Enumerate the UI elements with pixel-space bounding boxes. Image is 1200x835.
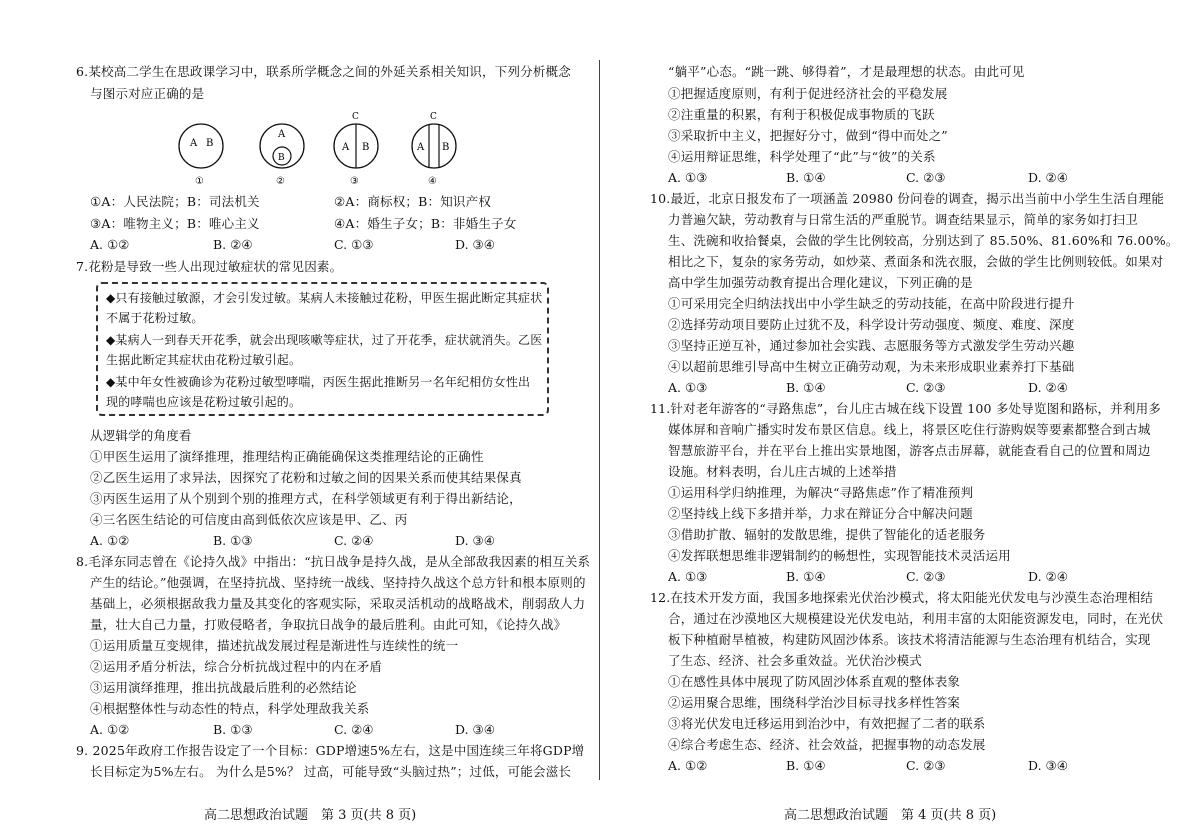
- concept-diagram: [176, 108, 466, 188]
- q11-statement: ①运用科学归纳推理，为解决“寻路焦虑”作了精准预判: [668, 485, 974, 500]
- q11-choice-b[interactable]: B. ①④: [786, 569, 826, 584]
- q7-box-line: 不属于花粉过敏。: [106, 311, 204, 325]
- q8-statement: ③运用演绎推理，推出抗战最后胜利的必然结论: [90, 680, 357, 695]
- fig2-label-a: A: [278, 129, 286, 140]
- q11-statement: ③借助扩散、辐射的发散思维，提供了智能化的适老服务: [668, 527, 986, 542]
- q9-choice-a[interactable]: A. ①③: [668, 170, 708, 185]
- q10-stem-line: 生、洗碗和收拾餐桌，会做的学生比例较高，分别达到了 85.50%、81.60%和 76.00%。: [668, 233, 1179, 248]
- q11-choice-a[interactable]: A. ①③: [668, 569, 708, 584]
- page-footer: 高二思想政治试题 第 3 页(共 8 页): [204, 808, 417, 823]
- q8-choice-b[interactable]: B. ①③: [213, 722, 253, 737]
- page-4: [602, 0, 1200, 835]
- q11-stem-line: 设施。材料表明，台儿庄古城的上述举措: [668, 464, 897, 479]
- q7-statement: ④三名医生结论的可信度由高到低依次应该是甲、乙、丙: [90, 512, 408, 527]
- q6-stem-line: 与图示对应正确的是: [90, 86, 205, 101]
- q6-choice-c[interactable]: C. ①③: [334, 237, 374, 252]
- q10-statement: ③坚持正逆互补，通过参加社会实践、志愿服务等方式激发学生劳动兴趣: [668, 338, 1075, 353]
- q8-statement: ①运用质量互变规律，描述抗战发展过程是渐进性与连续性的统一: [90, 638, 459, 653]
- q7-stem: 7.花粉是导致一些人出现过敏症状的常见因素。: [76, 259, 343, 274]
- q6-pair: ②A：商标权；B：知识产权: [334, 194, 492, 209]
- q12-choice-d[interactable]: D. ③④: [1028, 758, 1068, 773]
- q10-stem-line: 高中学生加强劳动教育提出合理化建议，下列正确的是: [668, 275, 973, 290]
- q8-choice-c[interactable]: C. ②④: [334, 722, 374, 737]
- q12-statement: ①在感性具体中展现了防风固沙体系直观的整体表象: [668, 674, 961, 689]
- fig1-number: ①: [195, 176, 204, 187]
- q10-choice-d[interactable]: D. ②④: [1028, 380, 1068, 395]
- page-footer: 高二思想政治试题 第 4 页(共 8 页): [784, 808, 997, 823]
- q8-choice-a[interactable]: A. ①②: [90, 722, 130, 737]
- fig4-number: ④: [428, 176, 437, 187]
- q8-stem-line: 8.毛泽东同志曾在《论持久战》中指出：“抗日战争是持久战，是从全部敌我因素的相互关系: [76, 554, 591, 569]
- fig4-label-a: A: [417, 142, 425, 153]
- q9-continuation: “躺平”心态。“跳一跳、够得着”，才是最理想的状态。由此可见: [668, 64, 1025, 79]
- fig3-label-c: C: [352, 112, 359, 122]
- q9-statement: ③采取折中主义，把握好分寸，做到“得中而处之”: [668, 128, 948, 143]
- fig2-label-b: B: [278, 153, 285, 163]
- fig1-circle: [179, 124, 223, 168]
- q7-box-line: ◆某中年女性被确诊为花粉过敏型哮喘，丙医生据此推断另一名年纪相仿女性出: [106, 375, 531, 389]
- q10-statement: ④以超前思维引导高中生树立正确劳动观，为未来形成职业素养打下基础: [668, 359, 1075, 374]
- q12-stem-line: 了生态、经济、社会多重效益。光伏治沙模式: [668, 653, 923, 668]
- fig1-label-b: B: [206, 138, 214, 149]
- fig4-label-b: B: [442, 142, 450, 153]
- q6-pair: ①A：人民法院；B：司法机关: [90, 194, 260, 209]
- q8-statement: ②运用矛盾分析法，综合分析抗战过程中的内在矛盾: [90, 659, 383, 674]
- q9-statement: ①把握适度原则，有利于促进经济社会的平稳发展: [668, 86, 948, 101]
- q10-statement: ②选择劳动项目要防止过犹不及，科学设计劳动强度、频度、难度、深度: [668, 317, 1075, 332]
- q7-lead: 从逻辑学的角度看: [90, 428, 192, 443]
- q11-statement: ④发挥联想思维非逻辑制约的畅想性，实现智能技术灵活运用: [668, 548, 1011, 563]
- q10-choice-a[interactable]: A. ①③: [668, 380, 708, 395]
- q7-statement: ②乙医生运用了求异法，因探究了花粉和过敏之间的因果关系而使其结果保真: [90, 470, 522, 485]
- q11-stem-line: 媒体屏和音响广播实时发布景区信息。线上，将景区吃住行游购娱等要素都整合到古城: [668, 422, 1151, 437]
- fig1-label-a: A: [190, 138, 198, 149]
- q8-choice-d[interactable]: D. ③④: [455, 722, 495, 737]
- q9-choice-b[interactable]: B. ①④: [786, 170, 826, 185]
- q12-choice-a[interactable]: A. ①②: [668, 758, 708, 773]
- q9-stem-line: 9. 2025年政府工作报告设定了一个目标：GDP增速5%左右，这是中国连续三年将GDP增: [76, 743, 585, 758]
- q10-choice-b[interactable]: B. ①④: [786, 380, 826, 395]
- q11-stem-line: 11.针对老年游客的“寻路焦虑”，台儿庄古城在线下设置 100 多处导览图和路标，并利用多: [650, 401, 1161, 416]
- q11-stem-line: 智慧旅游平台，并在平台上推出实景地图，游客点击屏幕，就能查看自己的位置和周边: [668, 443, 1151, 458]
- q9-stem-line: 长目标定为5%左右。 为什么是5%？ 过高，可能导致“头脑过热”；过低，可能会滋长: [90, 764, 572, 779]
- q11-choice-c[interactable]: C. ②③: [906, 569, 946, 584]
- q9-choice-d[interactable]: D. ②④: [1028, 170, 1068, 185]
- q7-choice-c[interactable]: C. ②④: [334, 533, 374, 548]
- q9-choice-c[interactable]: C. ②③: [906, 170, 946, 185]
- q12-stem-line: 12.在技术开发方面，我国多地探索光伏治沙模式，将太阳能光伏发电与沙漠生态治理相结: [650, 590, 1154, 605]
- q7-statement: ①甲医生运用了演绎推理，推理结构正确能确保这类推理结论的正确性: [90, 449, 484, 464]
- q6-pair: ④A：婚生子女；B：非婚生子女: [334, 216, 517, 231]
- fig3-label-b: B: [362, 142, 370, 153]
- q8-statement: ④根据整体性与动态性的特点，科学处理敌我关系: [90, 701, 370, 716]
- q6-pair: ③A：唯物主义；B：唯心主义: [90, 216, 260, 231]
- q11-statement: ②坚持线上线下多措并举，力求在辩证分合中解决问题: [668, 506, 973, 521]
- q12-statement: ②运用聚合思维，围绕科学治沙目标寻找多样性答案: [668, 695, 961, 710]
- q7-choice-b[interactable]: B. ①③: [213, 533, 253, 548]
- q12-statement: ③将光伏发电迁移运用到治沙中，有效把握了二者的联系: [668, 716, 986, 731]
- q10-stem-line: 相比之下，复杂的家务劳动，如炒菜、煮面条和洗衣服，会做的学生比例则较低。如果对: [668, 254, 1164, 269]
- q6-stem-line: 6.某校高二学生在思政课学习中，联系所学概念之间的外延关系相关知识，下列分析概念: [76, 64, 571, 79]
- q10-statement: ①可采用完全归纳法找出中小学生缺乏的劳动技能，在高中阶段进行提升: [668, 296, 1075, 311]
- q12-stem-line: 板下种植耐旱植被，构建防风固沙体系。该技术将清洁能源与生态治理有机结合，实现: [668, 632, 1151, 647]
- q6-choice-b[interactable]: B. ②④: [213, 237, 253, 252]
- q12-choice-c[interactable]: C. ②③: [906, 758, 946, 773]
- q12-statement: ④综合考虑生态、经济、社会效益，把握事物的动态发展: [668, 737, 986, 752]
- q7-box-line: ◆某病人一到春天开花季，就会出现咳嗽等症状，过了开花季，症状就消失。乙医: [106, 333, 543, 347]
- q7-choice-a[interactable]: A. ①②: [90, 533, 130, 548]
- q7-statement: ③丙医生运用了从个别到个别的推理方式，在科学领域更有利于得出新结论，: [90, 491, 522, 506]
- q9-statement: ②注重量的积累，有利于积极促成事物质的飞跃: [668, 107, 935, 122]
- q11-choice-d[interactable]: D. ②④: [1028, 569, 1068, 584]
- page-3: [0, 0, 598, 835]
- q10-stem-line: 力普遍欠缺，劳动教育与日常生活的严重脱节。调查结果显示，简单的家务如打扫卫: [668, 212, 1138, 227]
- q10-stem-line: 10.最近，北京日报发布了一项涵盖 20980 份问卷的调查，揭示出当前中小学生生活自理能: [650, 191, 1165, 206]
- q12-choice-b[interactable]: B. ①④: [786, 758, 826, 773]
- q6-choice-d[interactable]: D. ③④: [455, 237, 495, 252]
- q6-choice-a[interactable]: A. ①②: [90, 237, 130, 252]
- fig3-label-a: A: [342, 142, 350, 153]
- q12-stem-line: 合，通过在沙漠地区大规模建设光伏发电站，利用丰富的太阳能资源发电，同时，在光伏: [668, 611, 1164, 626]
- fig3-number: ③: [350, 176, 359, 187]
- q8-stem-line: 量，壮大自己力量，打败侵略者，争取抗日战争的最后胜利。由此可知，《论持久战》: [90, 617, 567, 632]
- q7-box-line: 现的哮喘也应该是花粉过敏引起的。: [106, 395, 302, 409]
- q7-choice-d[interactable]: D. ③④: [455, 533, 495, 548]
- fig4-label-c: C: [430, 112, 437, 122]
- q9-statement: ④运用辩证思维，科学处理了“此”与“彼”的关系: [668, 149, 936, 164]
- q10-choice-c[interactable]: C. ②③: [906, 380, 946, 395]
- q8-stem-line: 产生的结论。”他强调，在坚持抗战、坚持统一战线、坚持持久战这个总方针和根本原则的: [90, 575, 586, 590]
- q8-stem-line: 基础上，必须根据敌我力量及其变化的客观实际，采取灵活机动的战略战术，削弱敌人力: [90, 596, 586, 611]
- fig2-number: ②: [276, 176, 285, 187]
- q7-box-line: 生据此断定其症状由花粉过敏引起。: [106, 353, 302, 367]
- q7-box-line: ◆只有接触过敏源，才会引发过敏。某病人未接触过花粉，甲医生据此断定其症状: [106, 291, 543, 305]
- column-divider: [599, 60, 600, 780]
